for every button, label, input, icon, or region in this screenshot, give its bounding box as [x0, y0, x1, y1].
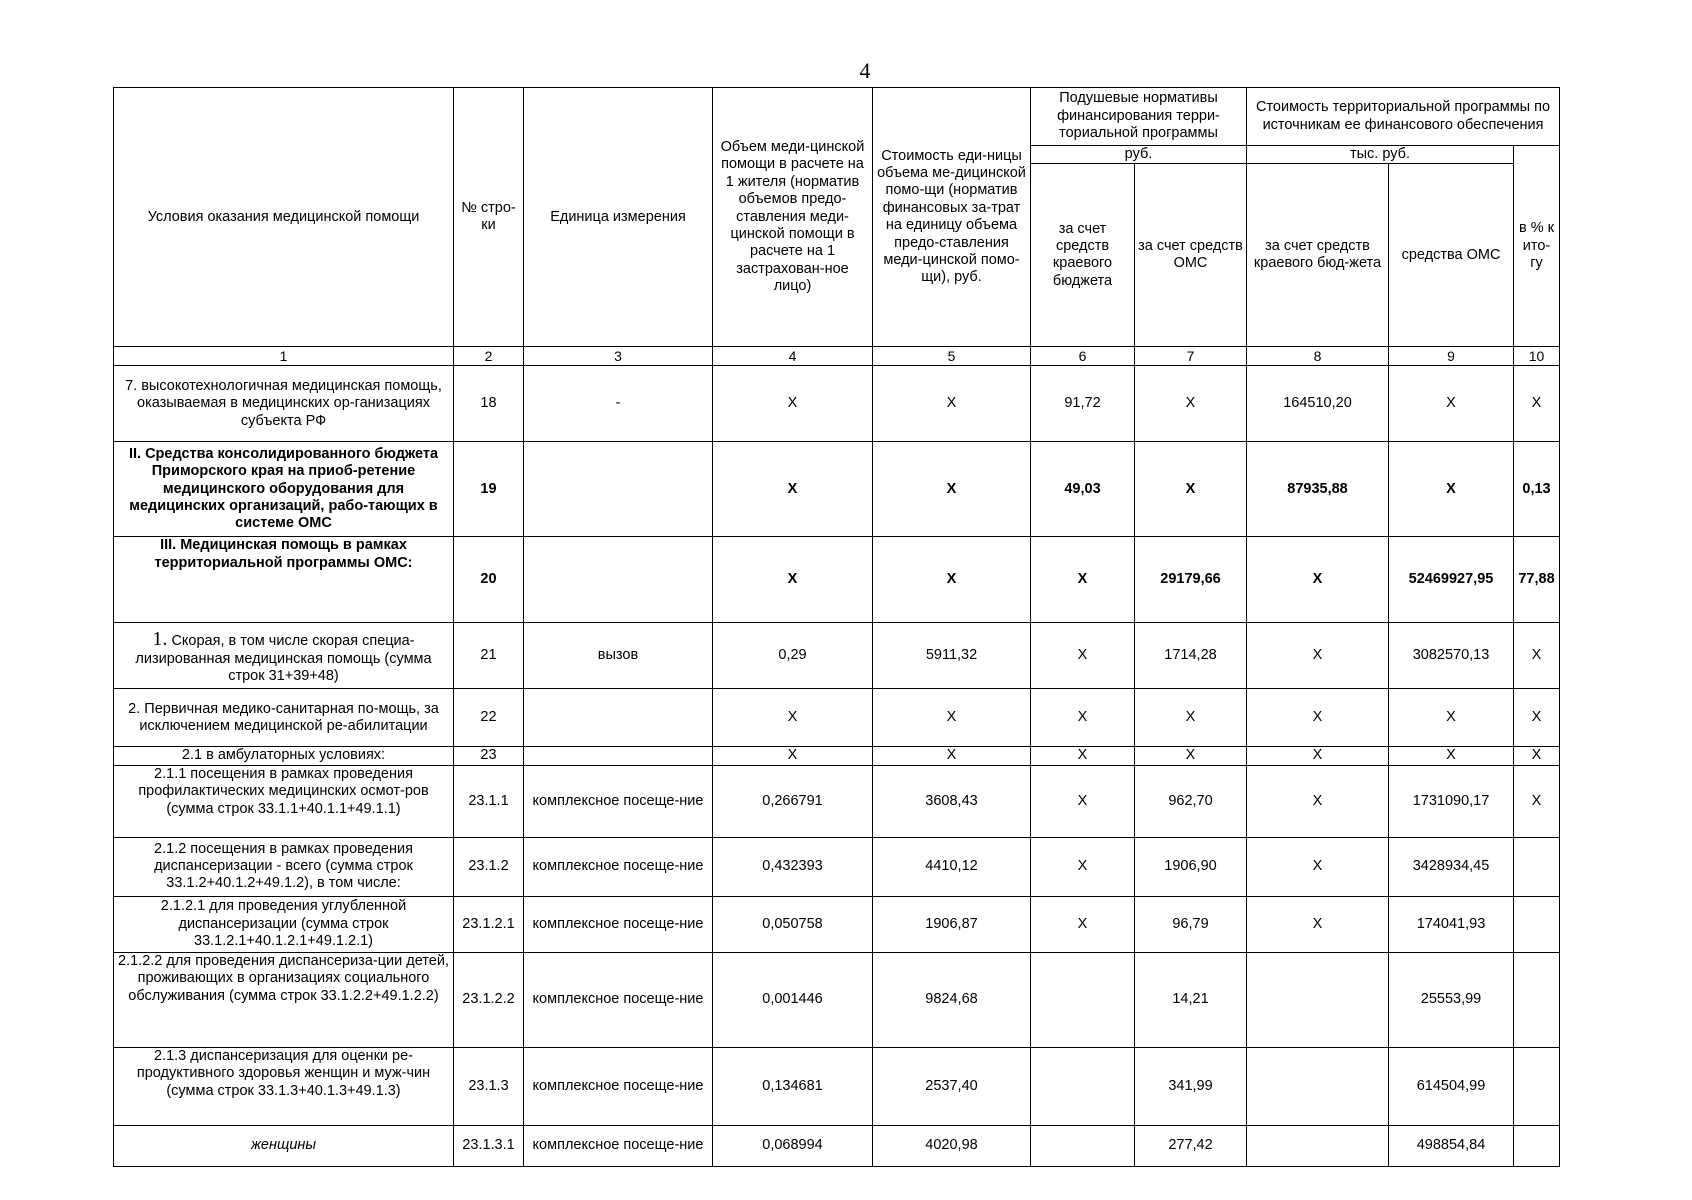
table-row [114, 1125, 1560, 1166]
row-cost-budget: X [1247, 747, 1389, 765]
row-pc-budget [1031, 1125, 1135, 1166]
row-cost-budget: X [1247, 837, 1389, 896]
row-percent: X [1514, 366, 1560, 442]
table-row [114, 537, 1560, 623]
column-number: 10 [1514, 347, 1560, 366]
header-pc-oms: за счет средств ОМС [1135, 164, 1247, 347]
row-unit-cost: 4410,12 [873, 837, 1031, 896]
row-pc-oms: 962,70 [1135, 765, 1247, 837]
row-pc-budget: 49,03 [1031, 442, 1135, 537]
row-unit-cost: X [873, 537, 1031, 623]
column-number: 2 [454, 347, 524, 366]
row-volume: X [713, 366, 873, 442]
row-cost-oms: 614504,99 [1389, 1047, 1514, 1125]
row-unit-cost: 4020,98 [873, 1125, 1031, 1166]
row-unit [524, 537, 713, 623]
header-cost-oms: средства ОМС [1389, 164, 1514, 347]
row-percent [1514, 952, 1560, 1047]
row-volume: 0,29 [713, 623, 873, 689]
row-percent [1514, 896, 1560, 952]
row-cost-oms: X [1389, 366, 1514, 442]
row-percent: X [1514, 623, 1560, 689]
row-unit: комплексное посеще-ние [524, 896, 713, 952]
row-cost-oms: X [1389, 689, 1514, 747]
row-condition: 1. Скорая, в том числе скорая специа-лизированная медицинская помощь (сумма строк 31+39+48) [114, 623, 454, 689]
row-cost-oms: 25553,99 [1389, 952, 1514, 1047]
table-row [114, 765, 1560, 837]
row-pc-oms: X [1135, 442, 1247, 537]
row-volume: X [713, 689, 873, 747]
row-cost-budget: X [1247, 765, 1389, 837]
row-cost-budget [1247, 952, 1389, 1047]
header-line-number: № стро-ки [454, 88, 524, 347]
row-percent: X [1514, 765, 1560, 837]
row-condition: женщины [114, 1125, 454, 1166]
header-pc-budget: за счет средств краевого бюджета [1031, 164, 1135, 347]
row-volume: 0,432393 [713, 837, 873, 896]
header-per-capita-group: Подушевые нормативы финансирования терри-ториальной программы [1031, 88, 1247, 146]
row-condition: 2.1.2.2 для проведения диспансериза-ции детей, проживающих в организациях социального обслуживания (сумма строк 33.1.2.2+49.1.2.2) [114, 952, 454, 1047]
row-line-number: 23.1.2 [454, 837, 524, 896]
row-cost-budget: X [1247, 537, 1389, 623]
column-number: 3 [524, 347, 713, 366]
row-percent: X [1514, 747, 1560, 765]
row-unit-cost: X [873, 747, 1031, 765]
table-row [114, 896, 1560, 952]
row-unit: комплексное посеще-ние [524, 765, 713, 837]
row-pc-budget: X [1031, 747, 1135, 765]
row-pc-budget: X [1031, 537, 1135, 623]
row-pc-budget: 91,72 [1031, 366, 1135, 442]
row-unit: комплексное посеще-ние [524, 1047, 713, 1125]
table-row [114, 623, 1560, 689]
column-number: 4 [713, 347, 873, 366]
row-volume: 0,001446 [713, 952, 873, 1047]
row-cost-oms: 3428934,45 [1389, 837, 1514, 896]
row-cost-oms: 174041,93 [1389, 896, 1514, 952]
row-unit: вызов [524, 623, 713, 689]
row-condition: 2.1 в амбулаторных условиях: [114, 747, 454, 765]
row-unit-cost: 3608,43 [873, 765, 1031, 837]
row-cost-oms: 498854,84 [1389, 1125, 1514, 1166]
row-line-number: 23.1.2.1 [454, 896, 524, 952]
column-number: 1 [114, 347, 454, 366]
row-pc-oms: 277,42 [1135, 1125, 1247, 1166]
row-cost-oms: X [1389, 747, 1514, 765]
row-cost-oms: 3082570,13 [1389, 623, 1514, 689]
table-row [114, 366, 1560, 442]
row-volume: X [713, 442, 873, 537]
row-unit-cost: 2537,40 [873, 1047, 1031, 1125]
header-cost-budget: за счет средств краевого бюд-жета [1247, 164, 1389, 347]
row-unit-cost: X [873, 689, 1031, 747]
row-unit [524, 442, 713, 537]
table-row [114, 837, 1560, 896]
row-line-number: 23.1.3 [454, 1047, 524, 1125]
row-cost-budget [1247, 1047, 1389, 1125]
header-percent: в % к ито-гу [1514, 146, 1560, 347]
row-pc-budget: X [1031, 765, 1135, 837]
row-condition: 2.1.1 посещения в рамках проведения профилактических медицинских осмот-ров (сумма строк 33.1.1+40.1.1+49.1.1) [114, 765, 454, 837]
table-row [114, 952, 1560, 1047]
row-cost-budget: 164510,20 [1247, 366, 1389, 442]
row-cost-budget: X [1247, 623, 1389, 689]
row-percent: 0,13 [1514, 442, 1560, 537]
row-pc-oms: X [1135, 366, 1247, 442]
row-volume: 0,050758 [713, 896, 873, 952]
row-condition: 2. Первичная медико-санитарная по-мощь, за исключением медицинской ре-абилитации [114, 689, 454, 747]
row-unit: комплексное посеще-ние [524, 1125, 713, 1166]
header-unit-thousand-rub: тыс. руб. [1247, 146, 1514, 164]
table-row [114, 689, 1560, 747]
table-row [114, 442, 1560, 537]
row-percent [1514, 837, 1560, 896]
row-unit [524, 689, 713, 747]
row-line-number: 23.1.2.2 [454, 952, 524, 1047]
header-volume: Объем меди-цинской помощи в расчете на 1 жителя (норматив объемов предо-ставления меди-цинской помощи в расчете на 1 застрахован-ное лицо) [713, 88, 873, 347]
row-condition: 2.1.2.1 для проведения углубленной диспансеризации (сумма строк 33.1.2.1+40.1.2.1+49.1.2.1) [114, 896, 454, 952]
row-pc-oms: 29179,66 [1135, 537, 1247, 623]
row-line-number: 18 [454, 366, 524, 442]
row-pc-oms: X [1135, 689, 1247, 747]
row-volume: 0,068994 [713, 1125, 873, 1166]
row-line-number: 23.1.3.1 [454, 1125, 524, 1166]
header-unit-rub: руб. [1031, 146, 1247, 164]
row-pc-budget: X [1031, 623, 1135, 689]
row-pc-budget [1031, 1047, 1135, 1125]
row-pc-budget: X [1031, 896, 1135, 952]
program-cost-table [113, 87, 1560, 1167]
row-unit [524, 747, 713, 765]
row-unit-cost: X [873, 366, 1031, 442]
row-line-number: 19 [454, 442, 524, 537]
row-volume: 0,134681 [713, 1047, 873, 1125]
row-line-number: 21 [454, 623, 524, 689]
column-number: 6 [1031, 347, 1135, 366]
column-number: 9 [1389, 347, 1514, 366]
row-percent: 77,88 [1514, 537, 1560, 623]
row-percent [1514, 1047, 1560, 1125]
table-row [114, 1047, 1560, 1125]
header-cost-group: Стоимость территориальной программы по источникам ее финансового обеспечения [1247, 88, 1560, 146]
column-number: 7 [1135, 347, 1247, 366]
row-unit-cost: 9824,68 [873, 952, 1031, 1047]
row-volume: 0,266791 [713, 765, 873, 837]
row-percent [1514, 1125, 1560, 1166]
row-condition: 2.1.3 диспансеризация для оценки ре-продуктивного здоровья женщин и муж-чин (сумма строк 33.1.3+40.1.3+49.1.3) [114, 1047, 454, 1125]
header-unit: Единица измерения [524, 88, 713, 347]
row-percent: X [1514, 689, 1560, 747]
row-unit-cost: X [873, 442, 1031, 537]
row-cost-oms: 1731090,17 [1389, 765, 1514, 837]
column-number: 5 [873, 347, 1031, 366]
row-condition: III. Медицинская помощь в рамках территориальной программы ОМС: [114, 537, 454, 623]
row-cost-budget [1247, 1125, 1389, 1166]
row-condition: II. Средства консолидированного бюджета Приморского края на приоб-ретение медицинского оборудования для медицинских организаций, рабо-тающих в системе ОМС [114, 442, 454, 537]
row-pc-oms: X [1135, 747, 1247, 765]
row-pc-oms: 341,99 [1135, 1047, 1247, 1125]
row-pc-budget: X [1031, 837, 1135, 896]
row-pc-oms: 14,21 [1135, 952, 1247, 1047]
row-volume: X [713, 537, 873, 623]
row-pc-budget: X [1031, 689, 1135, 747]
row-pc-oms: 1714,28 [1135, 623, 1247, 689]
row-unit: комплексное посеще-ние [524, 952, 713, 1047]
row-cost-budget: X [1247, 896, 1389, 952]
row-unit-cost: 1906,87 [873, 896, 1031, 952]
row-unit: - [524, 366, 713, 442]
table-row [114, 747, 1560, 765]
row-pc-oms: 96,79 [1135, 896, 1247, 952]
row-condition: 2.1.2 посещения в рамках проведения диспансеризации - всего (сумма строк 33.1.2+40.1.2+49.1.2), в том числе: [114, 837, 454, 896]
row-condition: 7. высокотехнологичная медицинская помощь, оказываемая в медицинских ор-ганизациях субъекта РФ [114, 366, 454, 442]
column-number: 8 [1247, 347, 1389, 366]
row-line-number: 23 [454, 747, 524, 765]
row-volume: X [713, 747, 873, 765]
row-unit: комплексное посеще-ние [524, 837, 713, 896]
row-line-number: 20 [454, 537, 524, 623]
row-pc-budget [1031, 952, 1135, 1047]
row-unit-cost: 5911,32 [873, 623, 1031, 689]
row-cost-oms: 52469927,95 [1389, 537, 1514, 623]
column-number-row [114, 347, 1560, 366]
row-cost-budget: X [1247, 689, 1389, 747]
row-pc-oms: 1906,90 [1135, 837, 1247, 896]
row-line-number: 22 [454, 689, 524, 747]
row-line-number: 23.1.1 [454, 765, 524, 837]
row-cost-oms: X [1389, 442, 1514, 537]
header-conditions: Условия оказания медицинской помощи [114, 88, 454, 347]
row-cost-budget: 87935,88 [1247, 442, 1389, 537]
page-number: 4 [859, 58, 871, 83]
header-unit-cost: Стоимость еди-ницы объема ме-дицинской помо-щи (норматив финансовых за-трат на единицу объема предо-ставления меди-цинской помо-щи), руб. [873, 88, 1031, 347]
